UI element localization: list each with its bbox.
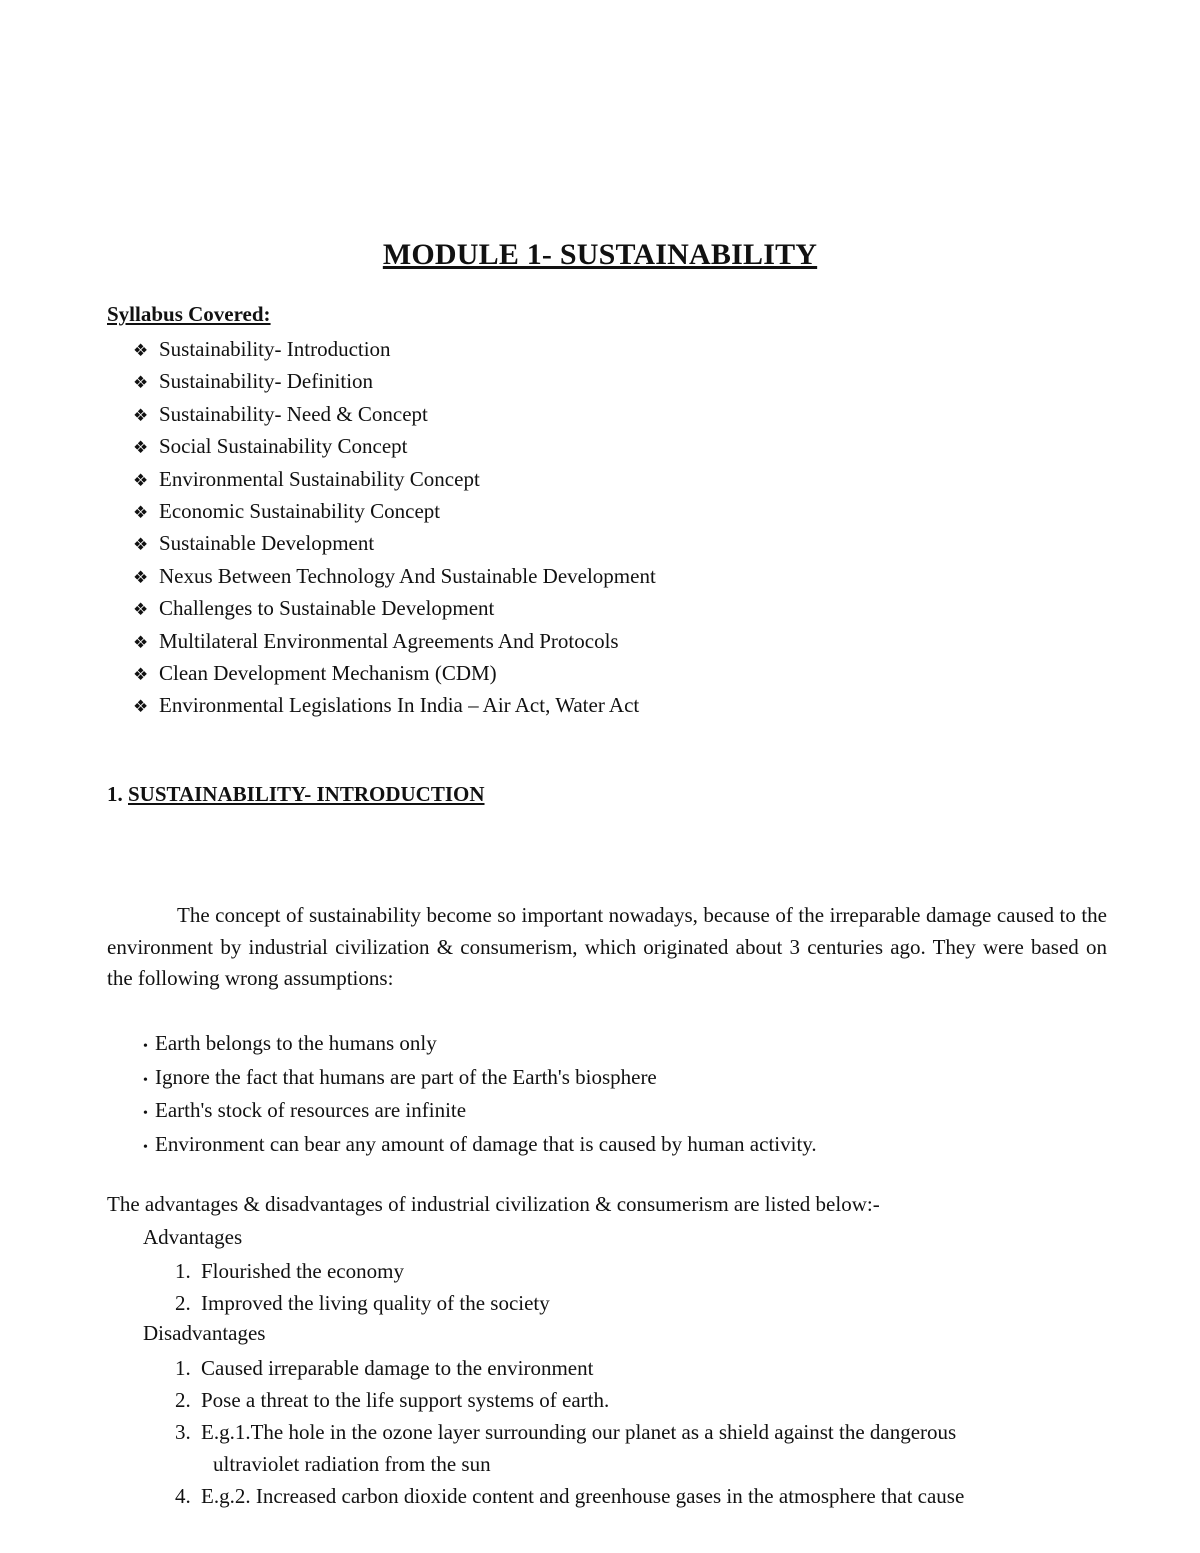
advantages-label: Advantages [143,1225,243,1249]
syllabus-list [133,333,656,722]
list-item [133,689,656,721]
bullet-icon: • [143,1106,148,1121]
list-item [133,398,656,430]
list-item [133,527,656,559]
syllabus-item-text: Social Sustainability Concept [159,434,408,459]
diamond-bullet-icon: ❖ [133,535,149,555]
assumption-text: Ignore the fact that humans are part of the Earth's biosphere [155,1064,657,1089]
syllabus-item-text: Environmental Sustainability Concept [159,466,480,491]
diamond-bullet-icon: ❖ [133,373,149,393]
list-item [143,1128,817,1162]
item-number: 1. [175,1259,191,1283]
syllabus-item-text: Environmental Legislations In India – Air Act, Water Act [159,693,640,718]
syllabus-item-text: Sustainability- Need & Concept [159,401,428,426]
item-number: 4. [175,1484,191,1508]
list-item [133,625,656,657]
diamond-bullet-icon: ❖ [133,567,149,587]
assumption-text: Earth belongs to the humans only [155,1031,437,1055]
item-number: 3. [175,1420,191,1444]
diamond-bullet-icon: ❖ [133,405,149,425]
syllabus-item-text: Nexus Between Technology And Sustainable Development [159,563,656,588]
bullet-icon: • [143,1139,148,1155]
assumptions-list [143,1027,817,1161]
list-item [133,495,656,527]
item-number: 2. [175,1388,191,1412]
diamond-bullet-icon: ❖ [133,600,149,620]
bullet-icon: • [143,1039,148,1054]
item-number: 2. [175,1291,191,1315]
diamond-bullet-icon: ❖ [133,697,149,717]
syllabus-item-text: Sustainability- Definition [159,369,374,394]
item-text: Pose a threat to the life support systems of earth. [201,1388,610,1412]
list-item [175,1480,964,1512]
diamond-bullet-icon: ❖ [133,502,149,522]
disadvantages-list [175,1352,964,1512]
list-item [175,1255,550,1287]
list-item [143,1027,817,1061]
syllabus-item-text: Economic Sustainability Concept [159,498,441,523]
diamond-bullet-icon: ❖ [133,438,149,458]
item-text: Caused irreparable damage to the environment [201,1356,594,1380]
page-title: MODULE 1- SUSTAINABILITY [382,238,818,271]
assumption-text: Environment can bear any amount of damage that is caused by human activity. [155,1131,817,1156]
diamond-bullet-icon: ❖ [133,664,149,684]
list-item [175,1352,964,1384]
intro-paragraph: The concept of sustainability become so important nowadays, because of the irreparable damage caused to the environment by industrial civilization & consumerism, which originated about 3 centuries ago. They were based on the following wrong assumptions: [107,903,1107,990]
list-item [133,333,656,365]
list-item [133,560,656,592]
item-text-continuation: ultraviolet radiation from the sun [213,1452,491,1476]
diamond-bullet-icon: ❖ [133,470,149,490]
item-number: 1. [175,1356,191,1380]
advantages-list [175,1255,550,1319]
list-item [143,1094,817,1128]
list-item [133,657,656,689]
list-item [175,1287,550,1319]
section-number: 1. [107,782,123,806]
item-text: E.g.1.The hole in the ozone layer surrounding our planet as a shield against the dangerous [201,1420,957,1444]
list-item [143,1061,817,1095]
list-item [133,463,656,495]
item-text: E.g.2. Increased carbon dioxide content and greenhouse gases in the atmosphere that cause [201,1484,965,1508]
list-item [133,365,656,397]
advantages-intro: The advantages & disadvantages of industrial civilization & consumerism are listed below:- [107,1192,880,1216]
diamond-bullet-icon: ❖ [133,632,149,652]
diamond-bullet-icon: ❖ [133,341,149,360]
assumption-text: Earth's stock of resources are infinite [155,1098,467,1122]
section-title: SUSTAINABILITY- INTRODUCTION [128,782,485,806]
item-text: Flourished the economy [201,1259,404,1283]
syllabus-item-text: Clean Development Mechanism (CDM) [159,660,497,685]
disadvantages-label: Disadvantages [143,1321,266,1345]
syllabus-item-text: Multilateral Environmental Agreements And Protocols [159,628,619,653]
item-text: Improved the living quality of the society [201,1291,550,1315]
list-item [175,1384,964,1416]
list-item [133,430,656,462]
syllabus-item-text: Challenges to Sustainable Development [159,596,495,621]
section-heading [107,782,485,807]
list-item [133,592,656,624]
syllabus-heading: Syllabus Covered: [107,302,271,326]
list-item [175,1416,964,1480]
syllabus-item-text: Sustainable Development [159,531,375,556]
bullet-icon: • [143,1072,148,1088]
syllabus-item-text: Sustainability- Introduction [159,337,391,361]
